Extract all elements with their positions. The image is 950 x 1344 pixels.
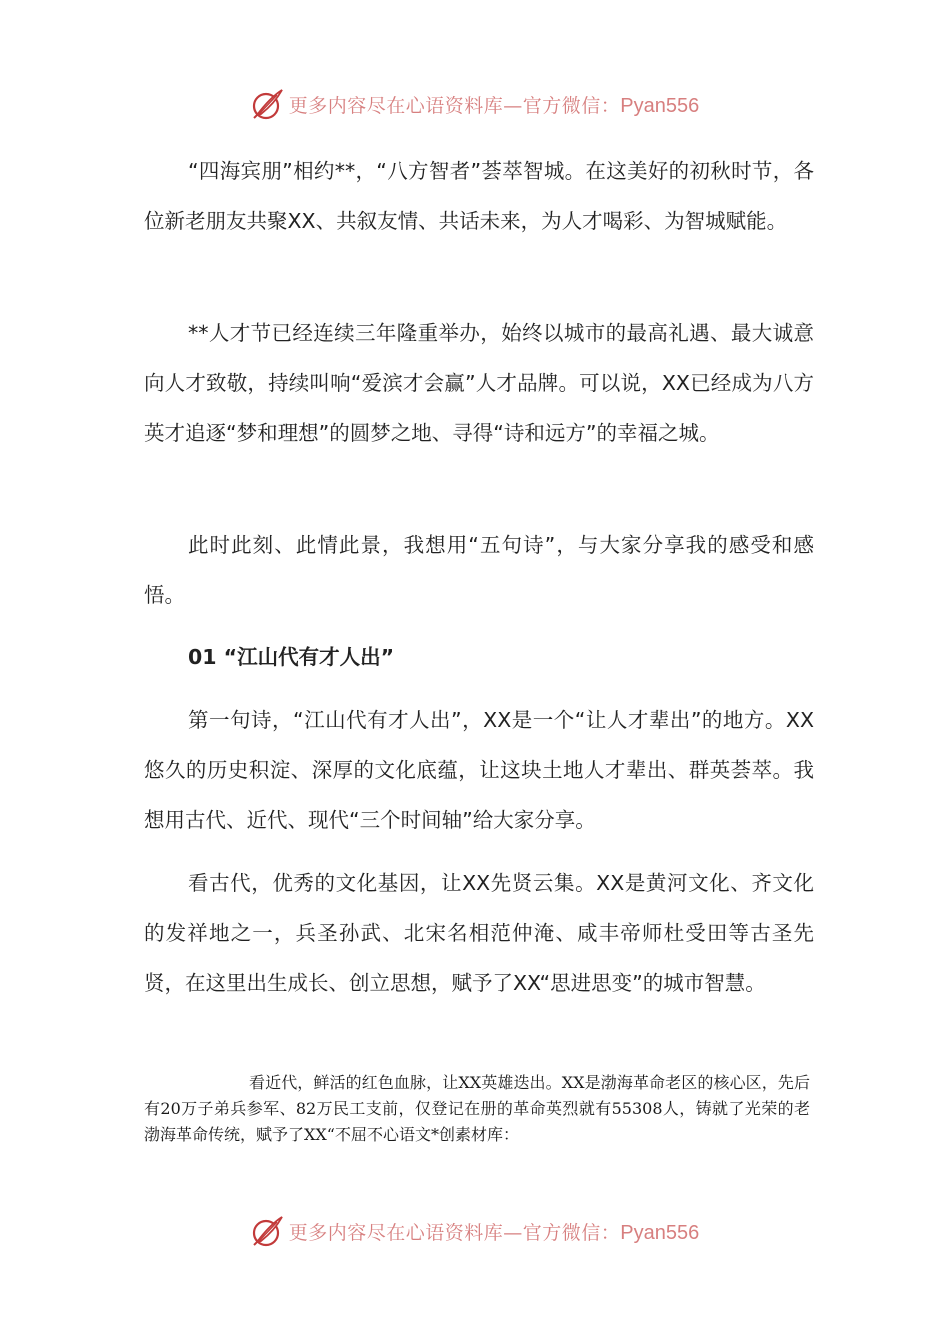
feather-pen-logo-icon xyxy=(251,1214,285,1248)
footer-banner xyxy=(0,1211,950,1251)
feather-pen-logo-icon xyxy=(251,87,285,121)
paragraph-ancient: 看古代，优秀的文化基因，让XX先贤云集。XX是黄河文化、齐文化的发祥地之一，兵圣孙武、北宋名相范仲淹、咸丰帝师杜受田等古圣先贤，在这里出生成长、创立思想，赋予了XX“思进思变”的城市智慧。 xyxy=(144,871,814,995)
banner-text xyxy=(289,91,699,118)
banner-slogan: 更多内容尽在心语资料库—官方微信： xyxy=(288,1221,621,1244)
paragraph-modern: 看近代，鲜活的红色血脉，让XX英雄迭出。XX是渤海革命老区的核心区，先后有20万子弟兵参军、82万民工支前，仅登记在册的革命英烈就有55308人，铸就了光荣的老渤海革命传统，赋予了XX“不屈不心语文*创素材库： xyxy=(144,1073,810,1144)
banner-account: Pyan556 xyxy=(620,1221,700,1244)
banner-text xyxy=(289,1218,699,1245)
paragraph-opening: “四海宾朋”相约**，“八方智者”荟萃智城。在这美好的初秋时节，各位新老朋友共聚XX、共叙友情、共话未来，为人才喝彩、为智城赋能。 xyxy=(144,159,814,233)
paragraph-five-poems: 此时此刻、此情此景，我想用“五句诗”，与大家分享我的感受和感悟。 xyxy=(144,533,814,607)
banner-slogan: 更多内容尽在心语资料库—官方微信： xyxy=(288,94,621,117)
banner-account: Pyan556 xyxy=(620,94,700,117)
section-heading: 01 “江山代有才人出” xyxy=(188,645,395,669)
header-banner xyxy=(0,84,950,124)
paragraph-talent-festival: **人才节已经连续三年隆重举办，始终以城市的最高礼遇、最大诚意向人才致敬，持续叫响“爱滨才会赢”人才品牌。可以说，XX已经成为八方英才追逐“梦和理想”的圆梦之地、寻得“诗和远方”的幸福之城。 xyxy=(144,321,814,445)
paragraph-first-poem: 第一句诗，“江山代有才人出”，XX是一个“让人才辈出”的地方。XX悠久的历史积淀、深厚的文化底蕴，让这块土地人才辈出、群英荟萃。我想用古代、近代、现代“三个时间轴”给大家分享。 xyxy=(144,708,814,832)
